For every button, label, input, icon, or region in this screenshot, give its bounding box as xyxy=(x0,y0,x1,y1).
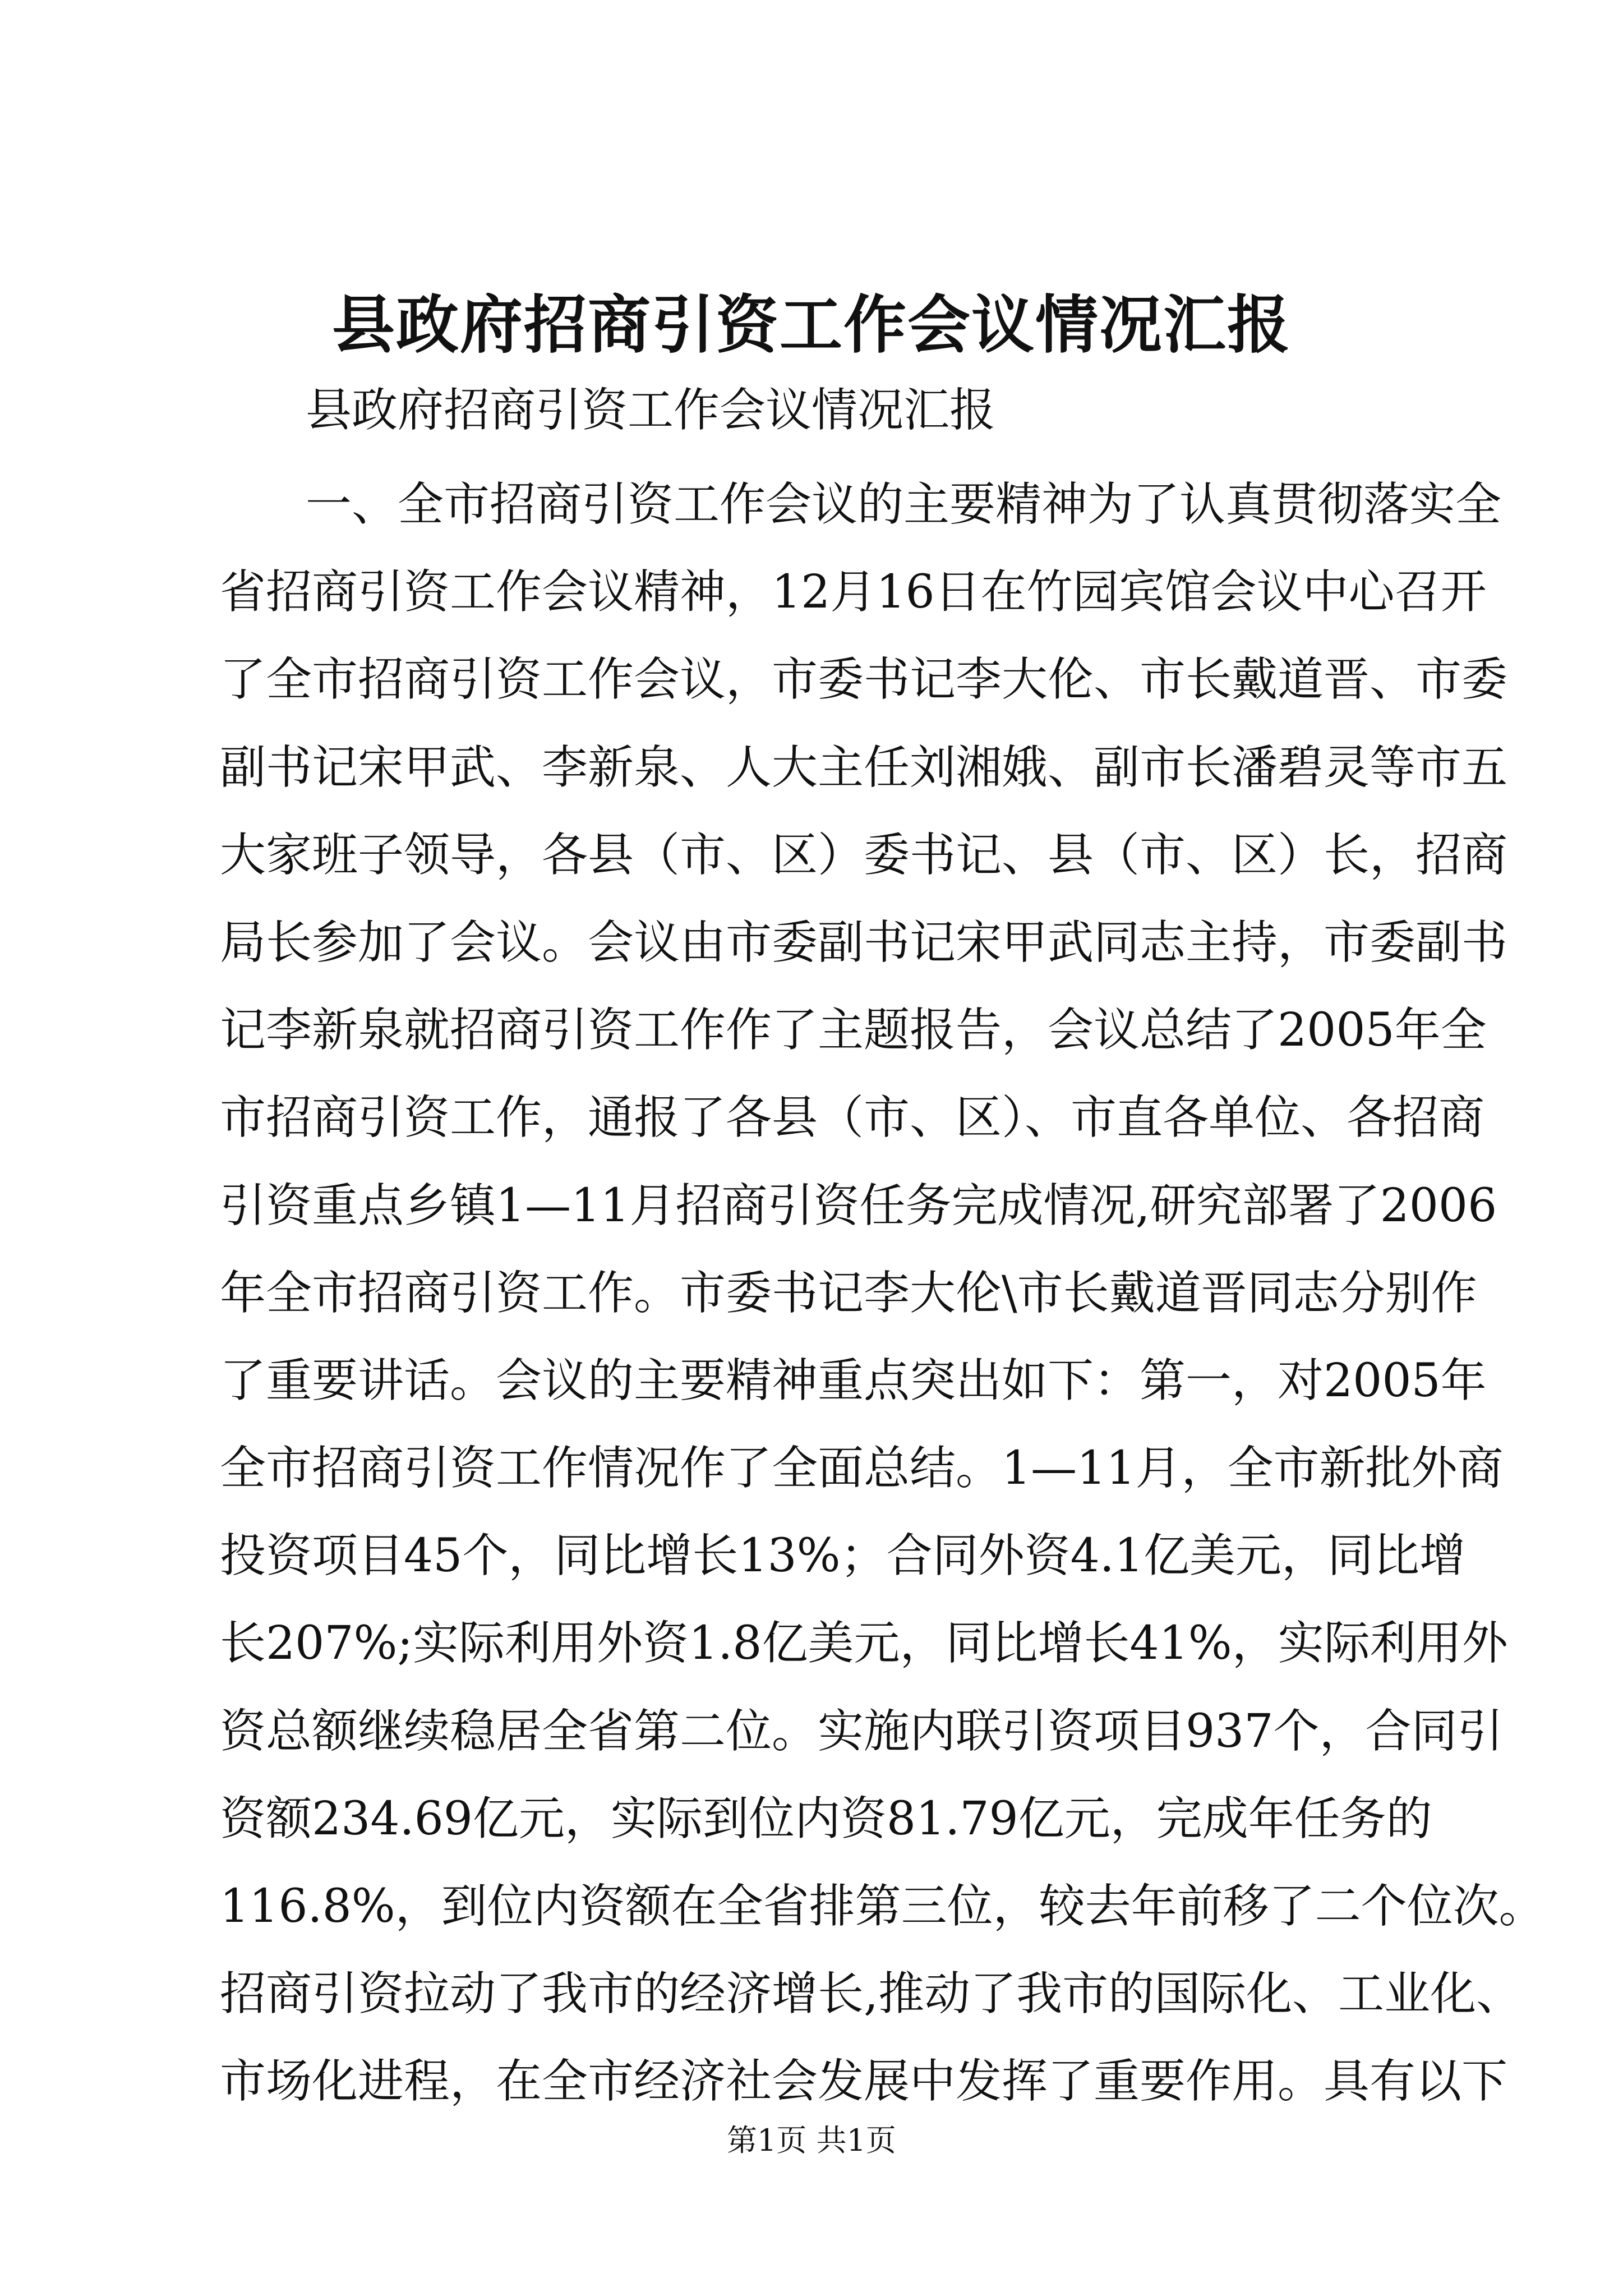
body-line: 大家班子领导，各县（市、区）委书记、县（市、区）长，招商 xyxy=(220,828,1508,882)
body-line: 116.8%，到位内资额在全省排第三位，较去年前移了二个位次。 xyxy=(220,1880,1545,1933)
body-line: 市场化进程，在全市经济社会发展中发挥了重要作用。具有以下 xyxy=(220,2055,1508,2109)
body-line: 局长参加了会议。会议由市委副书记宋甲武同志主持，市委副书 xyxy=(220,915,1508,969)
document-body xyxy=(220,461,1545,2126)
body-line: 省招商引资工作会议精神，12月16日在竹园宾馆会议中心召开 xyxy=(220,565,1487,619)
page-footer: 第1页 共1页 xyxy=(727,2123,896,2158)
document-subtitle: 县政府招商引资工作会议情况汇报 xyxy=(306,384,996,437)
body-line: 引资重点乡镇1—11月招商引资任务完成情况,研究部署了2006 xyxy=(220,1179,1497,1232)
body-line: 招商引资拉动了我市的经济增长,推动了我市的国际化、工业化、 xyxy=(220,1967,1523,2021)
body-line: 副书记宋甲武、李新泉、人大主任刘湘娥、副市长潘碧灵等市五 xyxy=(220,740,1508,794)
body-line: 投资项目45个，同比增长13%；合同外资4.1亿美元，同比增 xyxy=(220,1529,1466,1583)
body-line: 了全市招商引资工作会议，市委书记李大伦、市长戴道晋、市委 xyxy=(220,653,1508,707)
body-line: 市招商引资工作，通报了各县（市、区）、市直各单位、各招商 xyxy=(220,1091,1485,1145)
body-line: 长207%;实际利用外资1.8亿美元，同比增长41%，实际利用外 xyxy=(220,1617,1508,1671)
body-line: 资额234.69亿元，实际到位内资81.79亿元，完成年任务的 xyxy=(220,1792,1432,1846)
body-line: 全市招商引资工作情况作了全面总结。1—11月，全市新批外商 xyxy=(220,1442,1504,1496)
body-line: 记李新泉就招商引资工作作了主题报告，会议总结了2005年全 xyxy=(220,1004,1487,1057)
body-line: 了重要讲话。会议的主要精神重点突出如下：第一，对2005年 xyxy=(220,1354,1487,1407)
document-title: 县政府招商引资工作会议情况汇报 xyxy=(332,288,1291,362)
body-line: 年全市招商引资工作。市委书记李大伦\市长戴道晋同志分别作 xyxy=(220,1266,1477,1320)
body-line: 资总额继续稳居全省第二位。实施内联引资项目937个，合同引 xyxy=(220,1704,1504,1758)
body-line: 一、全市招商引资工作会议的主要精神为了认真贯彻落实全 xyxy=(306,478,1502,531)
